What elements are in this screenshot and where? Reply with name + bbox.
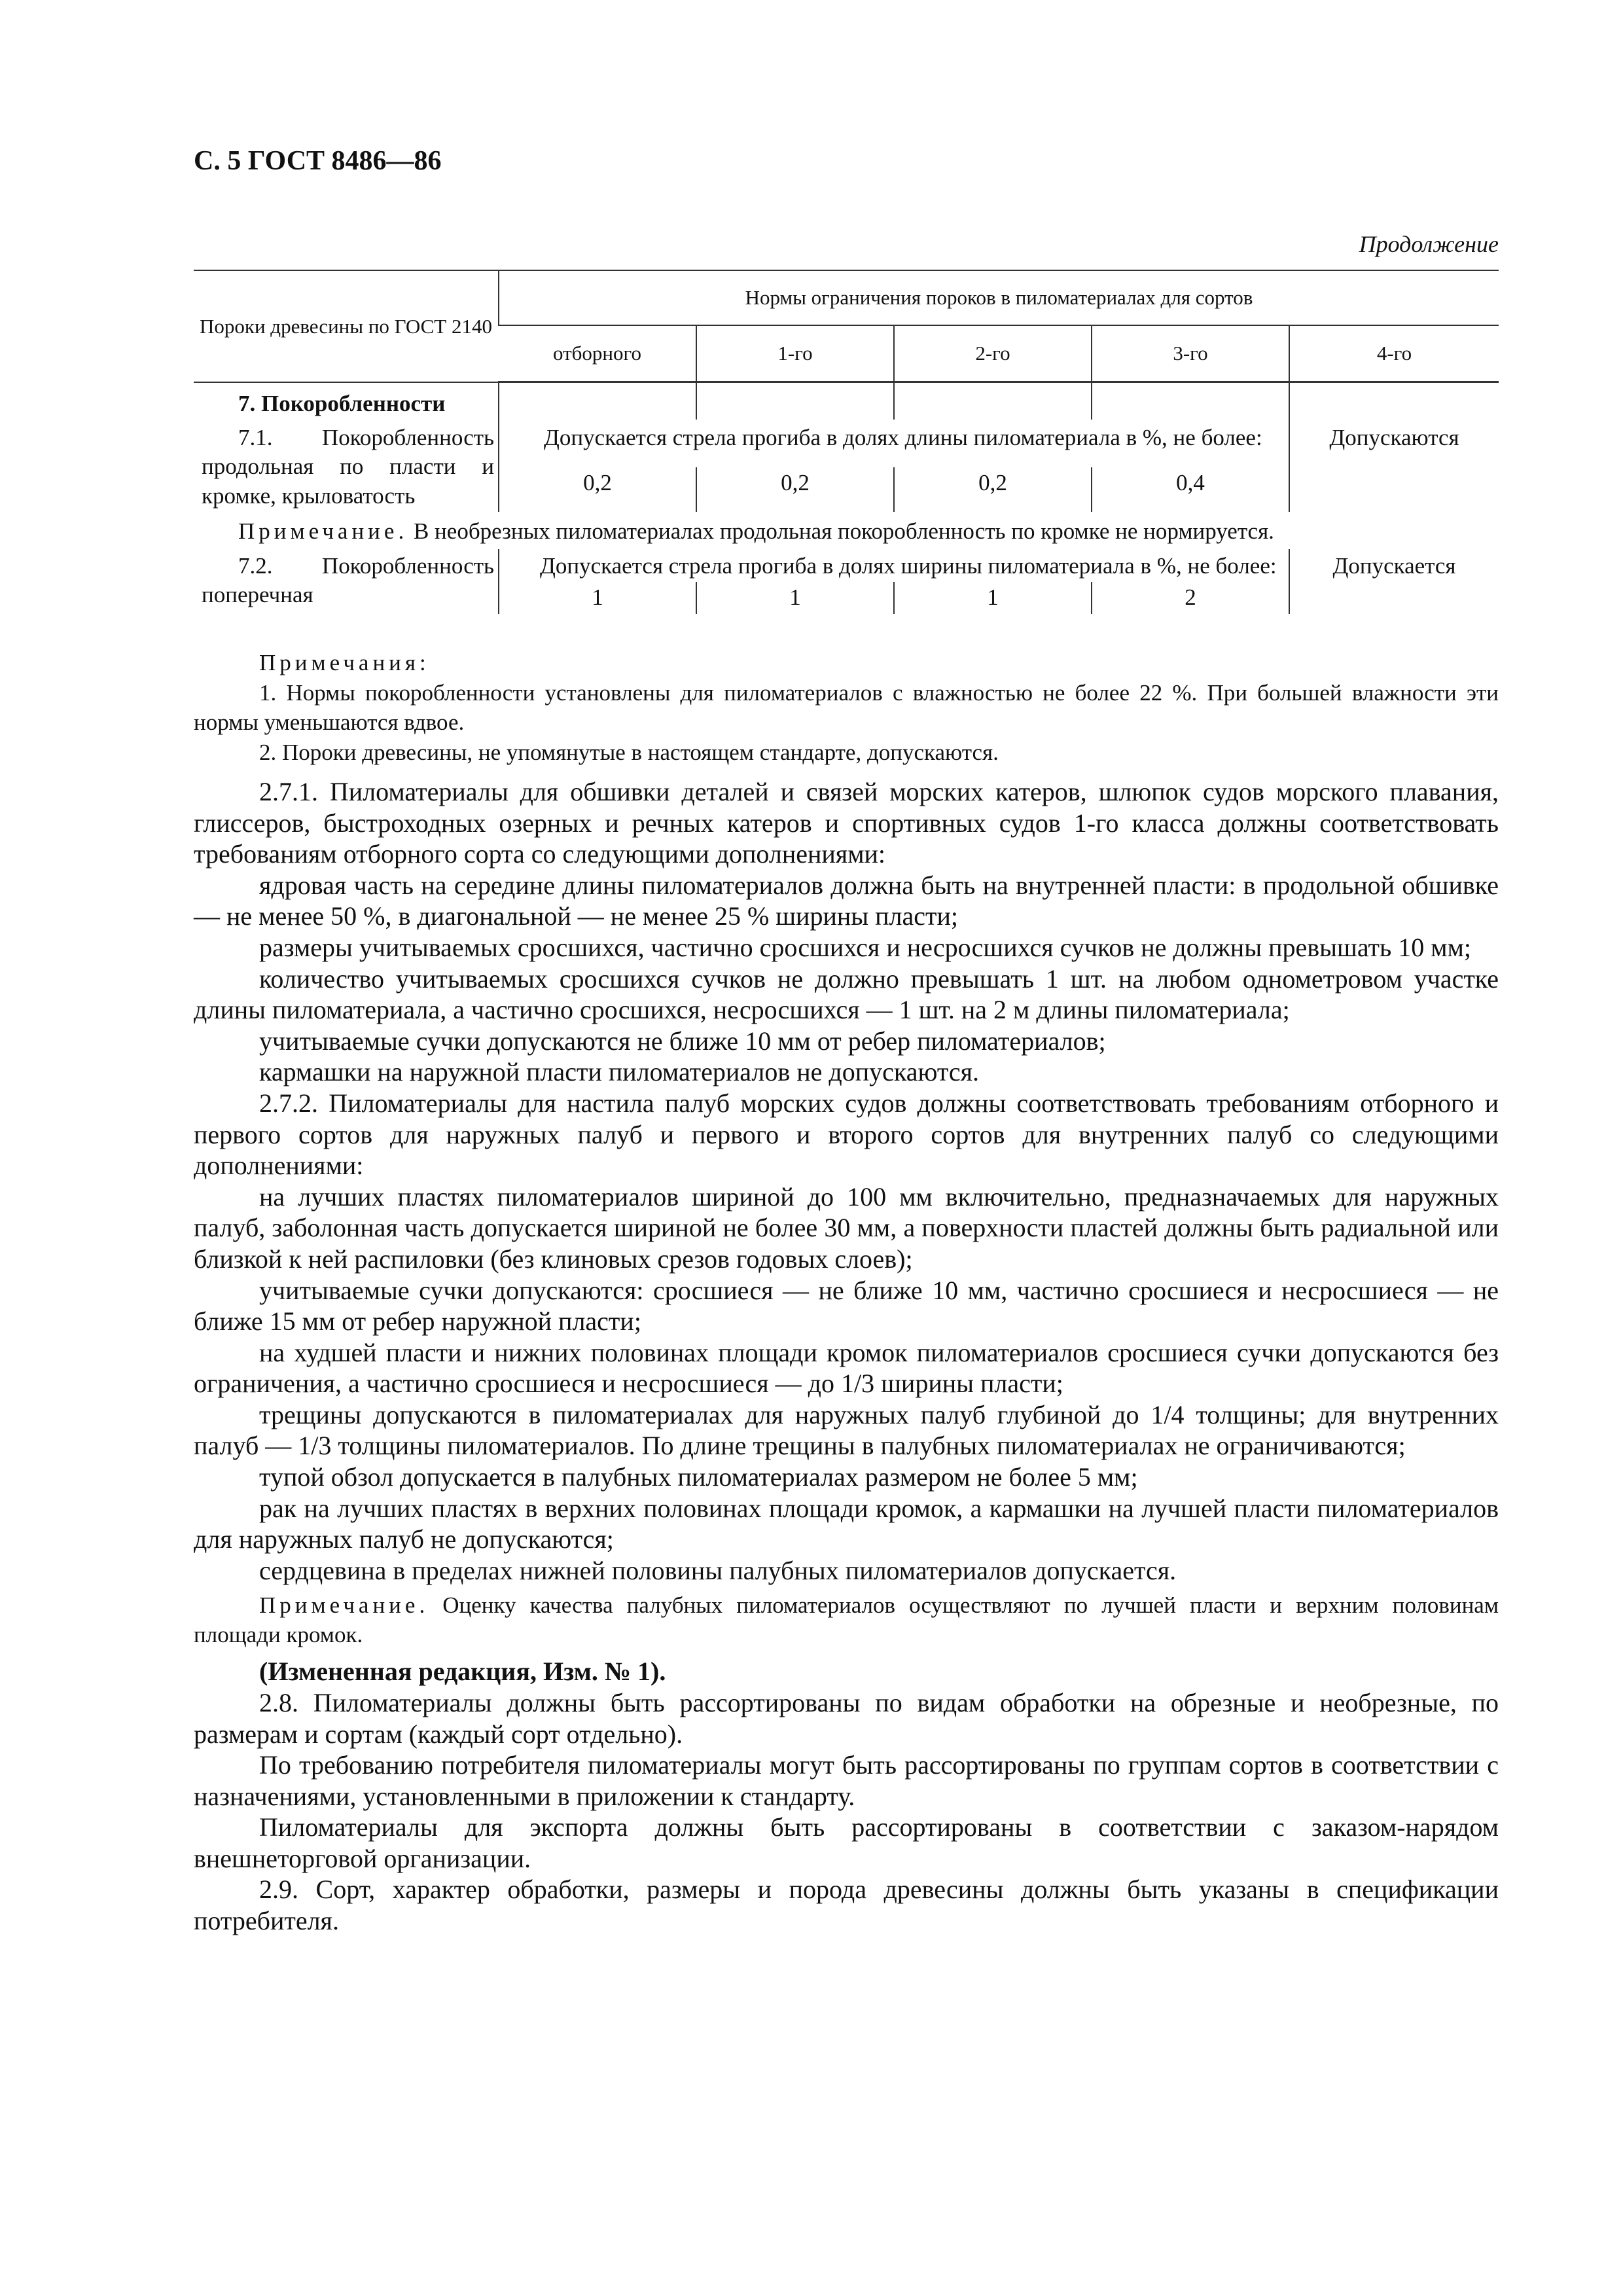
paragraph: 2.7.2. Пиломатериалы для настила палуб морских судов должны соответствовать требованиям отборного и первого сортов для наружных палуб и первого и второго сортов для внутренних палуб со следующими дополнениями: bbox=[194, 1088, 1499, 1181]
note-text: В необрезных пиломатериалах продольная покоробленность по кромке не нормируется. bbox=[413, 518, 1274, 545]
table-row bbox=[194, 420, 1499, 467]
note-item: 1. Нормы покоробленности установлены для пиломатериалов с влажностью не более 22 %. При большей влажности эти нормы уменьшаются вдвое. bbox=[194, 679, 1499, 735]
row-label: 7.1. Покоробленность продольная по пласти и кромке, крыловатость bbox=[202, 424, 494, 509]
grade4-value: Допускается bbox=[1289, 549, 1499, 582]
paragraph-part: на худшей пласти и нижних половинах площади кромок пиломатериалов сросшиеся сучки допускаются без ограничения, а частично сросшиеся и несросшиеся — до bbox=[194, 1337, 1499, 1399]
row-label: 7.2. Покоробленность поперечная bbox=[202, 552, 494, 608]
paragraph: 2.9. Сорт, характер обработки, размеры и порода древесины должны быть указаны в спецификации потребителя. bbox=[194, 1874, 1499, 1936]
norm-text: Допускается стрела прогиба в долях ширины пиломатериала в %, не более: bbox=[499, 549, 1289, 582]
continuation-label: Продолжение bbox=[1359, 231, 1499, 257]
table-cell: 1 bbox=[499, 582, 696, 613]
paragraph: тупой обзол допускается в палубных пиломатериалах размером не более 5 мм; bbox=[259, 1462, 1138, 1492]
paragraph-part: толщины пиломатериалов. По длине трещины в палубных пиломатериалах не ограничиваются; bbox=[331, 1431, 1406, 1461]
fraction: 1/4 bbox=[1150, 1399, 1185, 1429]
note-label: Примечание. bbox=[259, 1592, 429, 1619]
grade-header: 3-го bbox=[1092, 325, 1289, 382]
paragraph: рак на лучших пластях в верхних половинах площади кромок, а кармашки на лучшей пласти пиломатериалов для наружных палуб не допускаются; bbox=[194, 1493, 1499, 1554]
paragraph: учитываемые сучки допускаются: сросшиеся — не ближе 10 мм, частично сросшиеся и несросшиеся — не ближе 15 мм от ребер наружной пласти; bbox=[194, 1275, 1499, 1336]
page-header: С. 5 ГОСТ 8486—86 bbox=[194, 146, 442, 176]
paragraph: на лучших пластях пиломатериалов шириной до 100 мм включительно, предназначаемых для наружных палуб, заболонная часть допускается шириной не более 30 мм, а поверхности пластей должны быть радиальной или близкой к ней распиловки (без клиновых срезов годовых слоев); bbox=[194, 1181, 1499, 1274]
table-cell: 0,2 bbox=[499, 467, 696, 512]
paragraph: По требованию потребителя пиломатериалы могут быть рассортированы по группам сортов в соответствии с назначениями, установленными в приложении к стандарту. bbox=[194, 1750, 1499, 1811]
grade-header: 1-го bbox=[696, 325, 894, 382]
grade-header: 4-го bbox=[1289, 325, 1499, 382]
note-label: Примечание. bbox=[238, 518, 408, 545]
paragraph: Пиломатериалы для экспорта должны быть рассортированы в соответствии с заказом-нарядом внешнеторговой организации. bbox=[194, 1812, 1499, 1873]
paragraph: сердцевина в пределах нижней половины палубных пиломатериалов допускается. bbox=[259, 1555, 1177, 1585]
body-text bbox=[194, 776, 1499, 1937]
paragraph: количество учитываемых сросшихся сучков не должно превышать 1 шт. на любом однометровом участке длины пиломатериала, а частично сросшихся, несросшихся — 1 шт. на 2 м длины пиломатериала; bbox=[194, 963, 1499, 1025]
paragraph-part: трещины допускаются в пиломатериалах для наружных палуб глубиной до bbox=[259, 1399, 1151, 1429]
deck-note bbox=[194, 1591, 1499, 1649]
table-row bbox=[194, 549, 1499, 582]
note-item: 2. Пороки древесины, не упомянутые в настоящем стандарте, допускаются. bbox=[259, 739, 999, 765]
table-cell: 1 bbox=[894, 582, 1092, 613]
fraction: 1/3 bbox=[840, 1369, 875, 1399]
table-cell: 2 bbox=[1092, 582, 1289, 613]
paragraph: ядровая часть на середине длины пиломатериалов должна быть на внутренней пласти: в продольной обшивке — не менее 50 %, в диагональной — не менее 25 % ширины пласти; bbox=[194, 870, 1499, 931]
col-header-norms: Нормы ограничения пороков в пиломатериалах для сортов bbox=[499, 270, 1499, 325]
table-note bbox=[194, 512, 1499, 548]
grade-header: отборного bbox=[499, 325, 696, 382]
grade-header: 2-го bbox=[894, 325, 1092, 382]
table-notes bbox=[194, 648, 1499, 767]
table-cell: 0,2 bbox=[696, 467, 894, 512]
fraction: 1/3 bbox=[298, 1431, 332, 1461]
table-cell: 0,4 bbox=[1092, 467, 1289, 512]
col-header-defects: Пороки древесины по ГОСТ 2140 bbox=[194, 270, 499, 382]
paragraph-part: толщины; для внутренних палуб — bbox=[194, 1399, 1499, 1461]
paragraph: размеры учитываемых сросшихся, частично сросшихся и несросшихся сучков не должны превышать 10 мм; bbox=[259, 932, 1471, 962]
paragraph: 2.8. Пиломатериалы должны быть рассортированы по видам обработки на обрезные и необрезные, по размерам и сортам (каждый сорт отдельно). bbox=[194, 1687, 1499, 1749]
paragraph-part: ширины пласти; bbox=[874, 1369, 1063, 1399]
paragraph: учитываемые сучки допускаются не ближе 10 мм от ребер пиломатериалов; bbox=[259, 1026, 1106, 1056]
paragraph: 2.7.1. Пиломатериалы для обшивки деталей и связей морских катеров, шлюпок судов морского плавания, глиссеров, быстроходных озерных и речных катеров и спортивных судов 1-го класса должны соответствовать требованиям отборного сорта со следующими дополнениями: bbox=[194, 777, 1499, 869]
note-text: Оценку качества палубных пиломатериалов осуществляют по лучшей пласти и верхним половинам площади кромок. bbox=[194, 1592, 1499, 1647]
table-cell: 1 bbox=[696, 582, 894, 613]
section-title: 7. Покоробленности bbox=[238, 390, 446, 416]
notes-title: Примечания: bbox=[259, 650, 430, 675]
grade4-value: Допускаются bbox=[1289, 420, 1499, 467]
paragraph bbox=[194, 1399, 1499, 1462]
paragraph: кармашки на наружной пласти пиломатериалов не допускаются. bbox=[259, 1057, 979, 1087]
table-cell: 0,2 bbox=[894, 467, 1092, 512]
amendment-note: (Измененная редакция, Изм. № 1). bbox=[259, 1657, 666, 1687]
defects-norms-table bbox=[194, 270, 1499, 614]
norm-text: Допускается стрела прогиба в долях длины пиломатериала в %, не более: bbox=[499, 420, 1289, 467]
table-row bbox=[194, 382, 1499, 420]
paragraph bbox=[194, 1337, 1499, 1399]
